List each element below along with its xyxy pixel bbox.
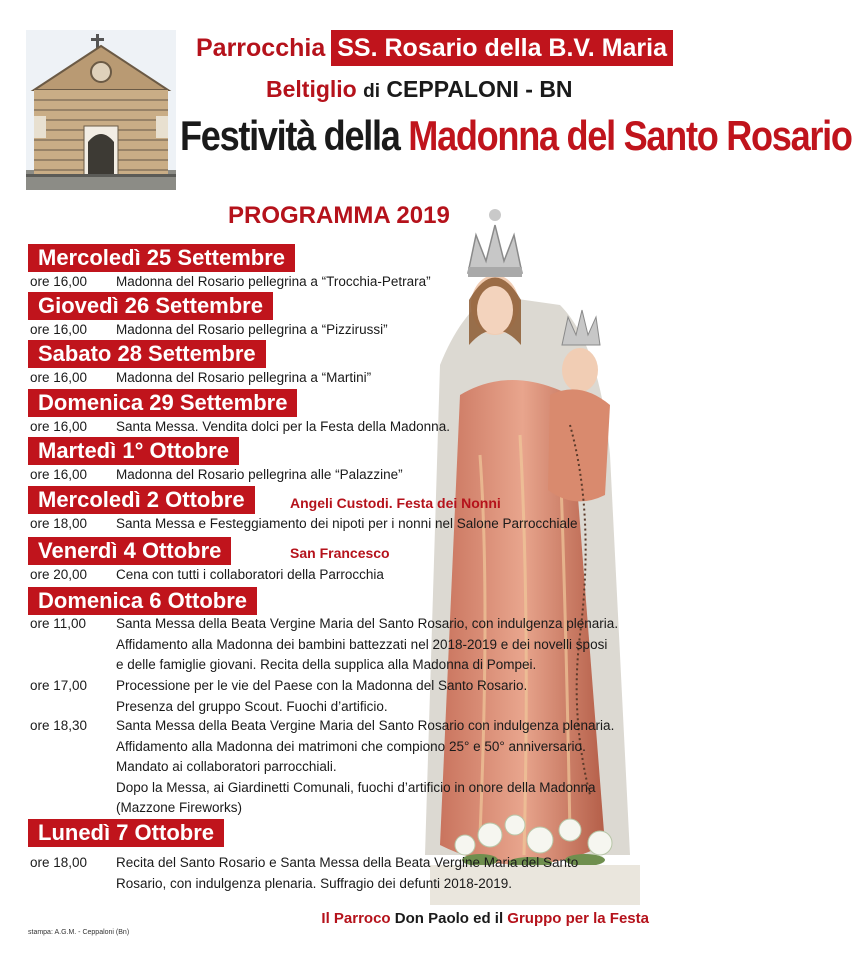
festival-name: Madonna del Santo Rosario (408, 112, 852, 159)
municipality: CEPPALONI - BN (386, 76, 573, 102)
event-time: ore 16,00 (30, 322, 88, 337)
event-time: ore 16,00 (30, 370, 88, 385)
event-description: Madonna del Rosario pellegrina a “Martini” (116, 370, 372, 385)
event-description: Santa Messa. Vendita dolci per la Festa della Madonna. (116, 419, 450, 434)
festival-title (180, 112, 852, 160)
town-connector: di (363, 81, 381, 102)
event-description: Processione per le vie del Paese con la Madonna del Santo Rosario. (116, 678, 528, 693)
day-banner: Domenica 6 Ottobre (28, 587, 257, 615)
event-description: Santa Messa della Beata Vergine Maria del Santo Rosario, con indulgenza plenaria. (116, 616, 619, 631)
event-description: Recita del Santo Rosario e Santa Messa della Beata Vergine Maria del Santo (116, 855, 579, 870)
day-banner: Sabato 28 Settembre (28, 340, 266, 368)
day-banner: Mercoledì 25 Settembre (28, 244, 295, 272)
event-time: ore 16,00 (30, 419, 88, 434)
location-line (266, 76, 573, 103)
event-time: ore 18,00 (30, 855, 88, 870)
day-banner: Lunedì 7 Ottobre (28, 819, 224, 847)
programme-heading: PROGRAMMA 2019 (228, 202, 450, 229)
event-description: Presenza del gruppo Scout. Fuochi d’artificio. (116, 698, 388, 714)
event-time: ore 16,00 (30, 274, 88, 289)
event-description: Rosario, con indulgenza plenaria. Suffragio dei defunti 2018-2019. (116, 875, 513, 891)
parish-label: Parrocchia (196, 33, 326, 62)
event-description: Affidamento alla Madonna dei matrimoni che compiono 25° e 50° anniversario. (116, 738, 586, 754)
event-description: Santa Messa della Beata Vergine Maria del Santo Rosario con indulgenza plenaria. (116, 718, 615, 733)
day-banner: Venerdì 4 Ottobre (28, 537, 231, 565)
event-description: Affidamento alla Madonna dei bambini battezzati nel 2018-2019 e dei novelli sposi (116, 636, 608, 652)
signature-parish-priest: Il Parroco (321, 910, 391, 927)
event-time: ore 18,00 (30, 516, 88, 531)
printer-credit: stampa: A.G.M. - Ceppaloni (Bn) (28, 929, 130, 936)
event-description: Madonna del Rosario pellegrina a “Trocchia-Petrara” (116, 274, 431, 289)
event-time: ore 20,00 (30, 567, 88, 582)
festival-prefix: Festività della (180, 112, 400, 159)
signature (321, 910, 649, 927)
event-time: ore 11,00 (30, 616, 87, 631)
event-description: Dopo la Messa, ai Giardinetti Comunali, fuochi d’artificio in onore della Madonna (116, 779, 596, 795)
event-description: Mandato ai collaboratori parrocchiali. (116, 759, 337, 774)
signature-name: Don Paolo ed il (394, 910, 504, 927)
day-banner: Domenica 29 Settembre (28, 389, 297, 417)
event-description: Santa Messa e Festeggiamento dei nipoti per i nonni nel Salone Parrocchiale (116, 516, 578, 531)
event-description: e delle famiglie giovani. Recita della supplica alla Madonna di Pompei. (116, 657, 537, 672)
day-note: Angeli Custodi. Festa dei Nonni (290, 495, 501, 511)
day-banner: Mercoledì 2 Ottobre (28, 486, 255, 514)
day-banner: Giovedì 26 Settembre (28, 292, 273, 320)
event-time: ore 16,00 (30, 467, 88, 482)
event-description: Madonna del Rosario pellegrina alle “Palazzine” (116, 467, 403, 482)
day-note: San Francesco (290, 545, 390, 561)
parish-name-box: SS. Rosario della B.V. Maria (331, 30, 673, 66)
church-photo (26, 30, 176, 190)
madonna-statue-image (420, 195, 670, 915)
event-time: ore 18,30 (30, 718, 88, 733)
event-description: (Mazzone Fireworks) (116, 800, 243, 815)
town-name: Beltiglio (266, 76, 357, 102)
event-description: Cena con tutti i collaboratori della Parrocchia (116, 567, 384, 582)
signature-committee: Gruppo per la Festa (507, 910, 649, 927)
parish-header (196, 30, 673, 66)
event-time: ore 17,00 (30, 678, 88, 693)
day-banner: Martedì 1° Ottobre (28, 437, 239, 465)
event-description: Madonna del Rosario pellegrina a “Pizzirussi” (116, 322, 388, 337)
